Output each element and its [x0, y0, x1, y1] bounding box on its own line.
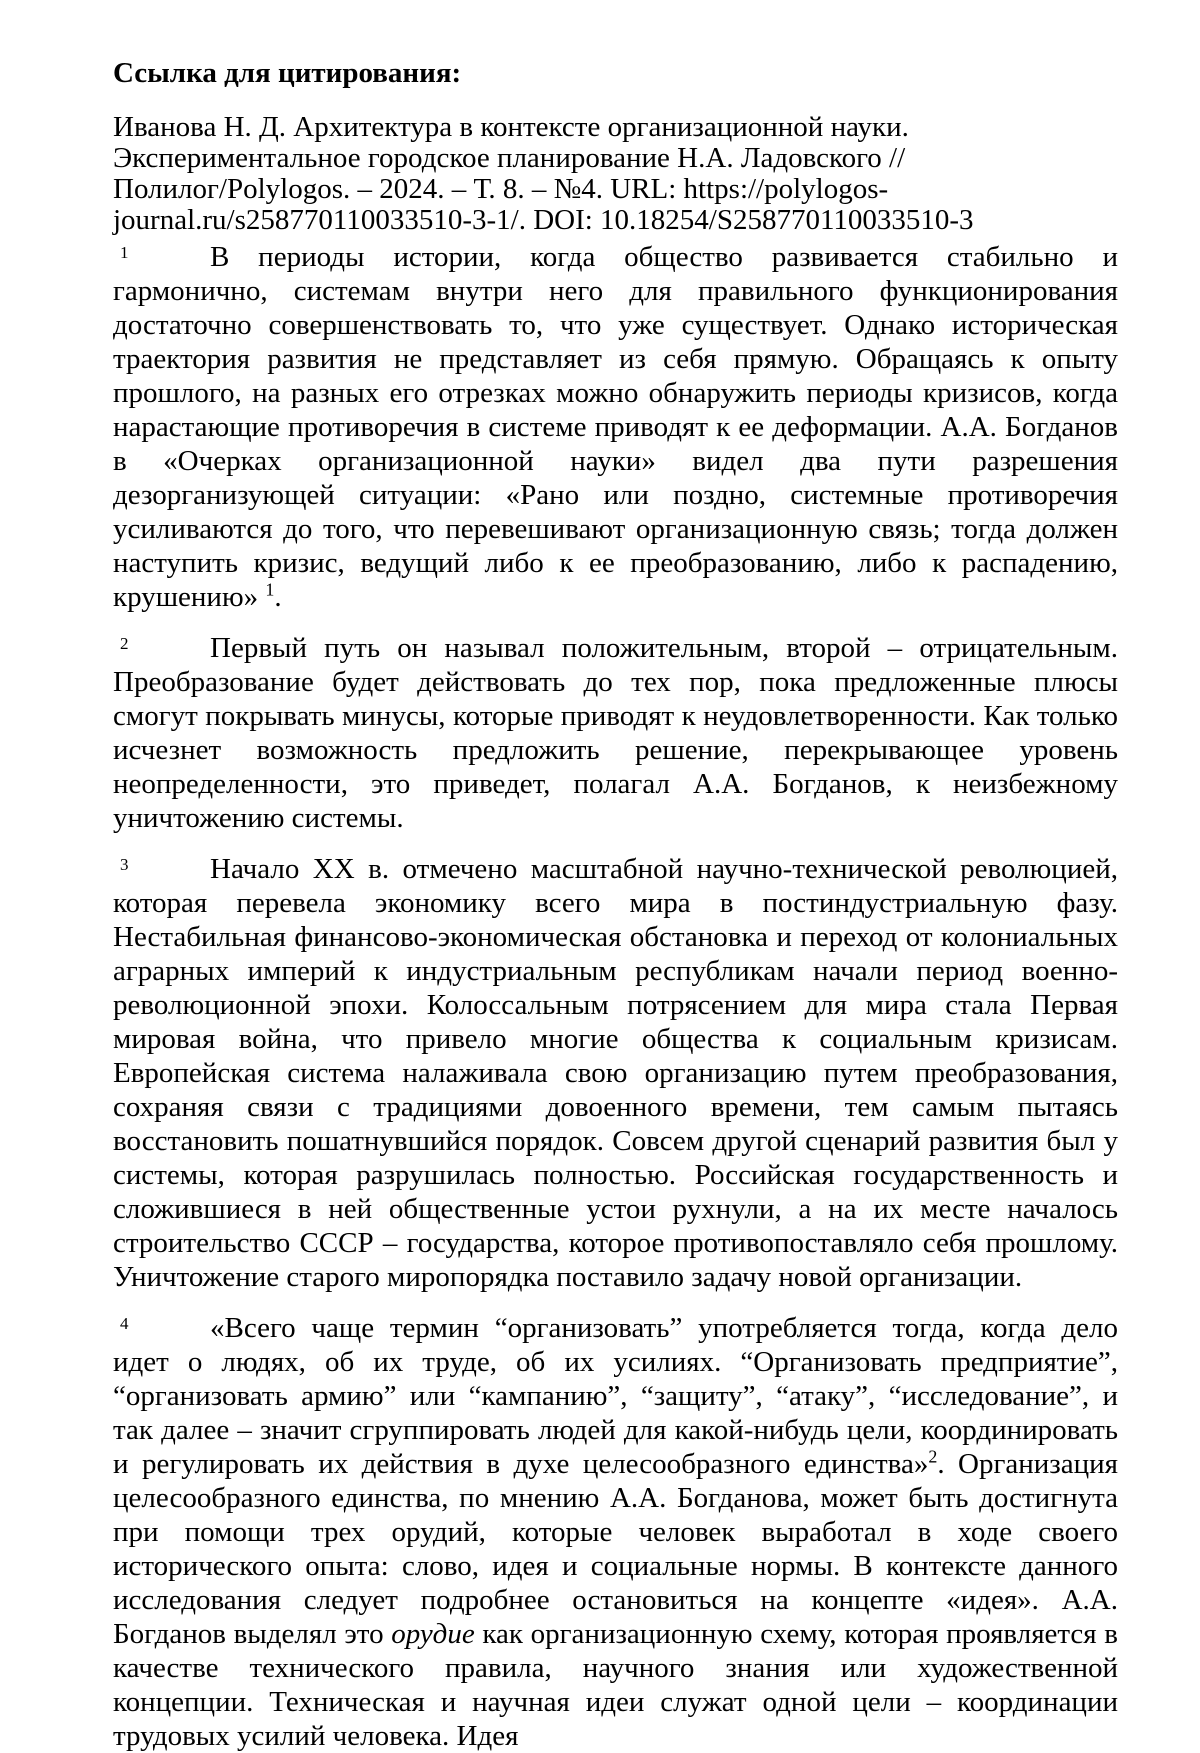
- paragraph-number: 4: [120, 1314, 129, 1333]
- paragraph-3: [113, 852, 1118, 1294]
- paragraph-number: 1: [120, 243, 129, 262]
- paragraph-1: [113, 240, 1118, 614]
- citation-block: [113, 112, 1118, 236]
- paragraph-text: Первый путь он называл положительным, второй – отрицательным. Преобразование будет действовать до тех пор, пока предложенные плюсы смогут покрывать минусы, которые приводят к неудовлетворенности. Как только исчезнет возможность предложить решение, перекрывающее уровень неопределенности, это приведет, полагал А.А. Богданов, к неизбежному уничтожению системы.: [113, 632, 1118, 834]
- citation-line: Полилог/Polylogos. – 2024. – Т. 8. – №4. URL: https://polylogos-: [113, 173, 889, 205]
- citation-line: journal.ru/s258770110033510-3-1/. DOI: 10.18254/S258770110033510-3: [113, 204, 974, 236]
- paragraph-number: 2: [120, 634, 129, 653]
- paragraph-text: «Всего чаще термин “организовать” употребляется тогда, когда дело идет о людях, об их труде, об их усилиях. “Организовать предприятие”, “организовать армию” или “кампанию”, “защиту”, “атаку”, “исследование”, и так далее – значит сгруппировать людей для какой-нибудь цели, координировать и регулировать их действия в духе целесообразного единства»$^2$. Организация целесообразного единства, по мнению А.А. Богданова, может быть достигнута при помощи трех орудий, которые человек выработал в ходе своего исторического опыта: слово, идея и социальные нормы. В контексте данного исследования следует подробнее остановиться на концепте «идея». А.А. Богданов выделял это орудие как организационную схему, которая проявляется в качестве технического правила, научного знания или художественной концепции. Техническая и научная идеи служат одной цели – координации трудовых усилий человека. Идея: [113, 1312, 1118, 1752]
- paragraph-text: В периоды истории, когда общество развивается стабильно и гармонично, системам внутри него для правильного функционирования достаточно совершенствовать то, что уже существует. Однако историческая траектория развития не представляет из себя прямую. Обращаясь к опыту прошлого, на разных его отрезках можно обнаружить периоды кризисов, когда нарастающие противоречия в системе приводят к ее деформации. А.А. Богданов в «Очерках организационной науки» видел два пути разрешения дезорганизующей ситуации: «Рано или поздно, системные противоречия усиливаются до того, что перевешивают организационную связь; тогда должен наступить кризис, ведущий либо к ее преобразованию, либо к распадению, крушению» $^1$.: [113, 241, 1118, 613]
- paragraph-number: 3: [120, 855, 129, 874]
- paragraph-2: [113, 631, 1118, 835]
- paragraph-text: Начало XX в. отмечено масштабной научно-технической революцией, которая перевела экономику всего мира в постиндустриальную фазу. Нестабильная финансово-экономическая обстановка и переход от колониальных аграрных империй к индустриальным республикам начали период военно-революционной эпохи. Колоссальным потрясением для мира стала Первая мировая война, что привело многие общества к социальным кризисам. Европейская система налаживала свою организацию путем преобразования, сохраняя связи с традициями довоенного времени, тем самым пытаясь восстановить пошатнувшийся порядок. Совсем другой сценарий развития был у системы, которая разрушилась полностью. Российская государственность и сложившиеся в ней общественные устои рухнули, а на их месте началось строительство СССР – государства, которое противопоставляло себя прошлому. Уничтожение старого миропорядка поставило задачу новой организации.: [113, 853, 1118, 1293]
- citation-heading: Ссылка для цитирования:: [113, 57, 462, 89]
- paragraph-4: [113, 1311, 1118, 1753]
- citation-line: Экспериментальное городское планирование Н.А. Ладовского //: [113, 142, 906, 174]
- citation-line: Иванова Н. Д. Архитектура в контексте организационной науки.: [113, 111, 909, 143]
